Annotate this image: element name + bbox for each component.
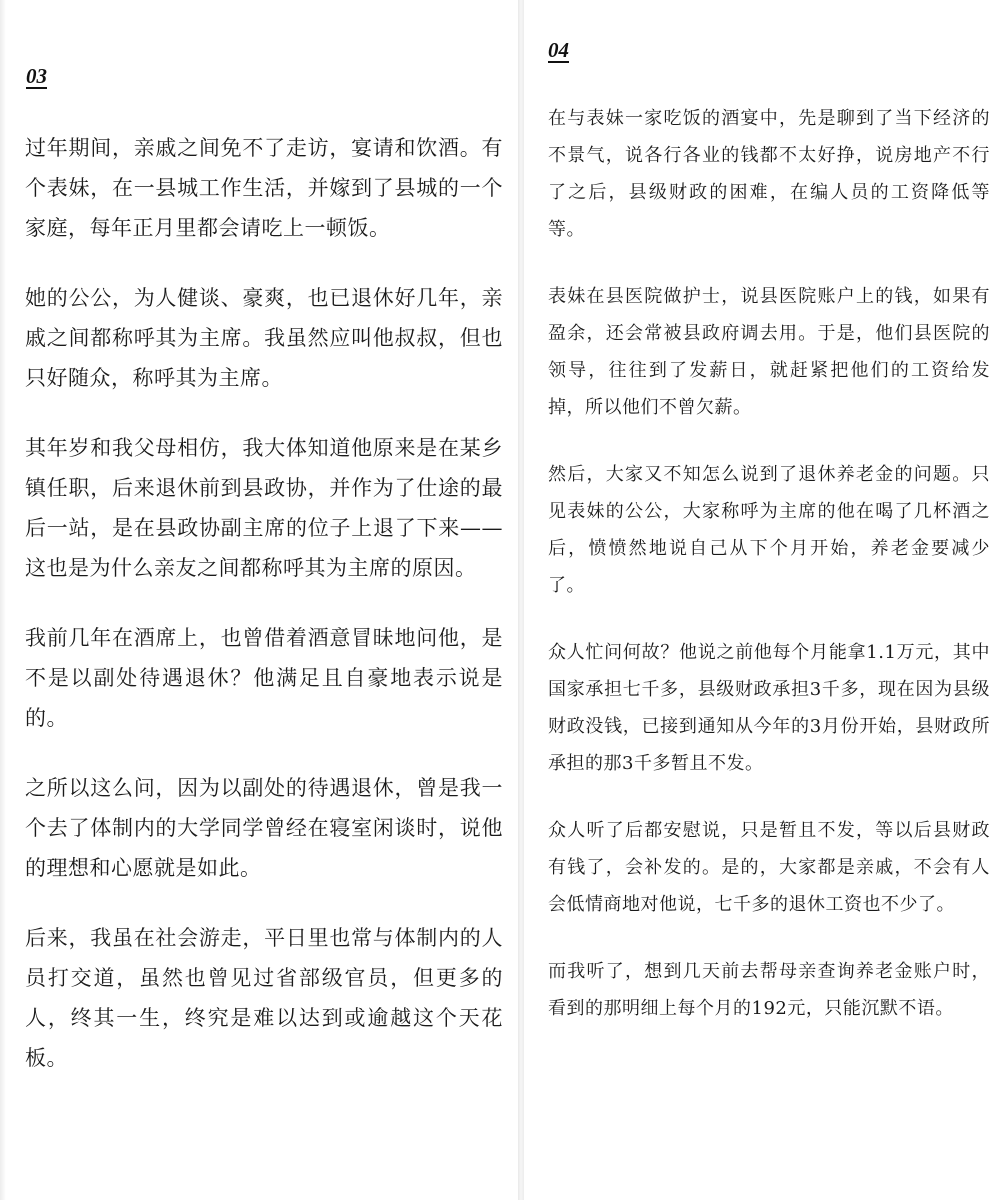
right-page-column (524, 0, 995, 1200)
paragraph: 然后，大家又不知怎么说到了退休养老金的问题。只见表妹的公公，大家称呼为主席的他在喝了几杯酒之后，愤愤然地说自己从下个月开始，养老金要减少了。 (548, 464, 990, 596)
paragraph: 后来，我虽在社会游走，平日里也常与体制内的人员打交道，虽然也曾见过省部级官员，但更多的人，终其一生，终究是难以达到或逾越这个天花板。 (25, 926, 503, 1070)
section-heading-04: 04 (548, 38, 569, 62)
paragraph: 之所以这么问，因为以副处的待遇退休，曾是我一个去了体制内的大学同学曾经在寝室闲谈时，说他的理想和心愿就是如此。 (25, 776, 503, 880)
paragraph: 众人听了后都安慰说，只是暂且不发，等以后县财政有钱了，会补发的。是的，大家都是亲戚，不会有人会低情商地对他说，七千多的退休工资也不少了。 (548, 820, 990, 915)
paragraph: 表妹在县医院做护士，说县医院账户上的钱，如果有盈余，还会常被县政府调去用。于是，他们县医院的领导，往往到了发薪日，就赶紧把他们的工资给发掉，所以他们不曾欠薪。 (548, 286, 990, 418)
left-paragraph-list (25, 128, 503, 1108)
paragraph: 过年期间，亲戚之间免不了走访，宴请和饮酒。有个表妹，在一县城工作生活，并嫁到了县城的一个家庭，每年正月里都会请吃上一顿饭。 (25, 136, 503, 240)
paragraph: 众人忙问何故？他说之前他每个月能拿1.1万元，其中国家承担七千多，县级财政承担3千多，现在因为县级财政没钱，已接到通知从今年的3月份开始，县财政所承担的那3千多暂且不发。 (548, 642, 990, 774)
paragraph: 其年岁和我父母相仿，我大体知道他原来是在某乡镇任职，后来退休前到县政协，并作为了仕途的最后一站，是在县政协副主席的位子上退了下来——这也是为什么亲友之间都称呼其为主席的原因。 (25, 436, 503, 580)
right-paragraph-list (548, 100, 990, 1057)
paragraph: 我前几年在酒席上，也曾借着酒意冒昧地问他，是不是以副处待遇退休？他满足且自豪地表示说是的。 (25, 626, 503, 730)
section-heading-03: 03 (26, 64, 47, 88)
paragraph: 她的公公，为人健谈、豪爽，也已退休好几年，亲戚之间都称呼其为主席。我虽然应叫他叔叔，但也只好随众，称呼其为主席。 (25, 286, 503, 390)
paragraph: 而我听了，想到几天前去帮母亲查询养老金账户时，看到的那明细上每个月的192元，只能沉默不语。 (548, 961, 990, 1019)
paragraph: 在与表妹一家吃饭的酒宴中，先是聊到了当下经济的不景气，说各行各业的钱都不太好挣，说房地产不行了之后，县级财政的困难，在编人员的工资降低等等。 (548, 108, 990, 240)
page-edge-shadow (0, 0, 6, 1200)
